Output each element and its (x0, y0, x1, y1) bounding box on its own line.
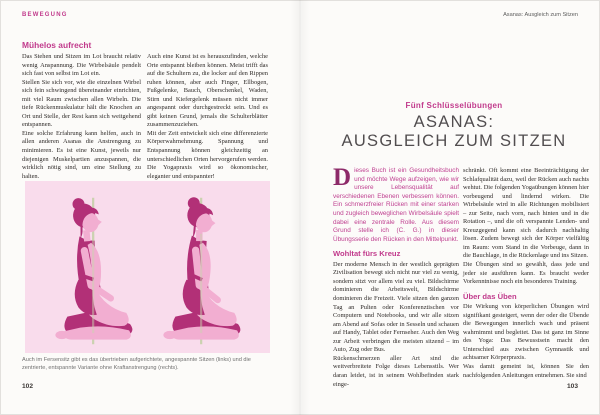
right-page-column-2 (463, 167, 589, 380)
figure-caption: Auch im Fersensitz gibt es das übertrieben aufgerichtete, angespannte Sitzen (links) und die zentrierte, entspannte Variante ohne Kraftanstrengung (rechts). (22, 357, 251, 371)
drop-cap: D (333, 164, 352, 191)
sitting-posture-illustration (25, 181, 270, 353)
paragraph: Das Stehen und Sitzen im Lot braucht relativ wenig Anspannung. Die Wirbelsäule pendelt sich fast von selbst im Lot ein. (22, 53, 141, 78)
relaxed-centered-sitting-figure-icon (147, 195, 259, 347)
left-page-column-2 (147, 53, 268, 181)
chapter-title (310, 113, 598, 150)
paragraph: Der moderne Mensch in der westlich geprägten Zivilisation bewegt sich nicht nur viel zu wenig, sondern sitzt vor allem viel zu viel. Bildschirme dominieren die Arbeitswelt, Bildschirme dominieren die Freizeit. Viele sitzen den ganzen Tag an Pulten oder Konferenztischen vor Computern und Notebooks, und wir alle sitzen am Abend auf Sofas oder in Sesseln und schauen auf Handy, Tablet oder Fernseher. Auch den Weg zur Arbeit verbringen die meisten sitzend – im Auto, Zug oder Bus. (333, 260, 459, 354)
intro-paragraph (333, 164, 459, 244)
hair-bun (188, 197, 200, 209)
subheading-wohltat-fuers-kreuz: Wohltat fürs Kreuz (333, 249, 401, 259)
intro-text: ieses Buch ist ein Gesundheitsbuch und möchte Wege aufzeigen, wie wir unsere Lebensqualität auf verschiedenen Ebenen verbessern können. Ein schmerzfreier Rücken mit einer starken und zugleich beweglichen Wirbelsäule spielt dabei eine zentrale Rolle. Aus diesem Grund stelle ich (C. G.) in dieser Übungsserie den Rücken in den Mittelpunkt. (333, 167, 459, 243)
paragraph: Eine solche Erfahrung kann helfen, auch in allen anderen Asanas die Anstrengung zu minimieren. Es ist eine Kunst, jeweils nur diejenigen Muskelpartien anzuspannen, die wirklich nötig sind, um eine Stellung zu halten. (22, 129, 141, 180)
page-gutter-shadow (290, 0, 310, 415)
page-number-right: 103 (566, 383, 578, 390)
chapter-title-line1: ASANAS: (413, 113, 495, 131)
page-number-left: 102 (22, 383, 34, 390)
running-head-left: BEWEGUNG (22, 12, 68, 18)
chapter-kicker: Fünf Schlüsselübungen (405, 101, 503, 110)
right-page-column-1 (333, 164, 459, 389)
paragraph: Mit der Zeit entwickelt sich eine differenzierte Körperwahrnehmung. Spannung und Entspannung können gleichzeitig an unterschiedlichen Orten hervorgerufen werden. Die Yogapraxis wird so ökonomischer, eleganter und entspannter! (147, 129, 268, 180)
chapter-title-line2: AUSGLEICH ZUM SITZEN (341, 131, 567, 150)
paragraph: Rückenschmerzen aller Art sind die weitverbreitete Folge dieses Lebensstils. Wer daran leidet, ist in seinem Wohlbefinden stark einge- (333, 354, 459, 388)
paragraph: Die Wirkung von körperlichen Übungen wird signifikant gesteigert, wenn der oder die Übende die Bewegungen innerlich wach und präsent wahrnimmt und begleitet. Das ist ganz im Sinne des Yoga: Das Bewusstsein macht den Unterschied aus zwischen Gymnastik und achtsamer Körperpraxis. (463, 303, 589, 362)
running-head-right: Asanas: Ausgleich zum Sitzen (503, 12, 578, 18)
left-page-column-1 (22, 53, 141, 181)
section-heading-muehelos-aufrecht: Mühelos aufrecht (22, 40, 92, 50)
paragraph: Stellen Sie sich vor, wie die einzelnen Wirbel sich fein schwingend übereinander einrichten, mit viel Raum zwischen allen Wirbeln. Die tiefe Rückenmuskulatur hält die Knochen an Ort und Stelle, der Rest kann sich weitgehend entspannen. (22, 78, 141, 129)
tense-upright-sitting-figure-icon (39, 195, 151, 347)
paragraph: Die Übungen sind so gewählt, dass jede und jeder sie ausführen kann. Es braucht weder Vorkenntnisse noch ein besonderes Training. (463, 261, 589, 286)
subheading-ueber-das-ueben: Über das Üben (463, 291, 517, 301)
paragraph: schränkt. Oft kommt eine Beeinträchtigung der Schlafqualität dazu, weil der Rücken auch nachts wehtut. Die folgenden Yogaübungen können hier vorbeugend und lindernd wirken. Die Wirbelsäule wird in alle Richtungen mobilisiert – zur Seite, nach vorn, nach hinten und in die Rotation –, und die oft verspannte Lenden- und Kreuzgegend kann sich dadurch nachhaltig lösen. Zudem bewegt sich der Körper vielfältig im Raum: vom Stand in die Vorbeuge, dann in die Bauchlage, in die Rückenlage und ins Sitzen. (463, 167, 589, 260)
paragraph: Was damit gemeint ist, können Sie den nachfolgenden Anleitungen entnehmen. Sie sind (463, 362, 589, 379)
paragraph: Auch eine Kunst ist es herauszufinden, welche Orte entspannt bleiben können. Meist trifft das auf die Schultern zu, die locker auf den Rippen ruhen können, aber auch Finger, Ellbogen, Fußgelenke, Bauch, Oberschenkel, Waden, Stirn und Kiefergelenk müssen nicht immer angespannt oder durchgestreckt sein. Und es gibt keinen Grund, jemals die Schulterblätter zusammenzuziehen. (147, 53, 268, 129)
